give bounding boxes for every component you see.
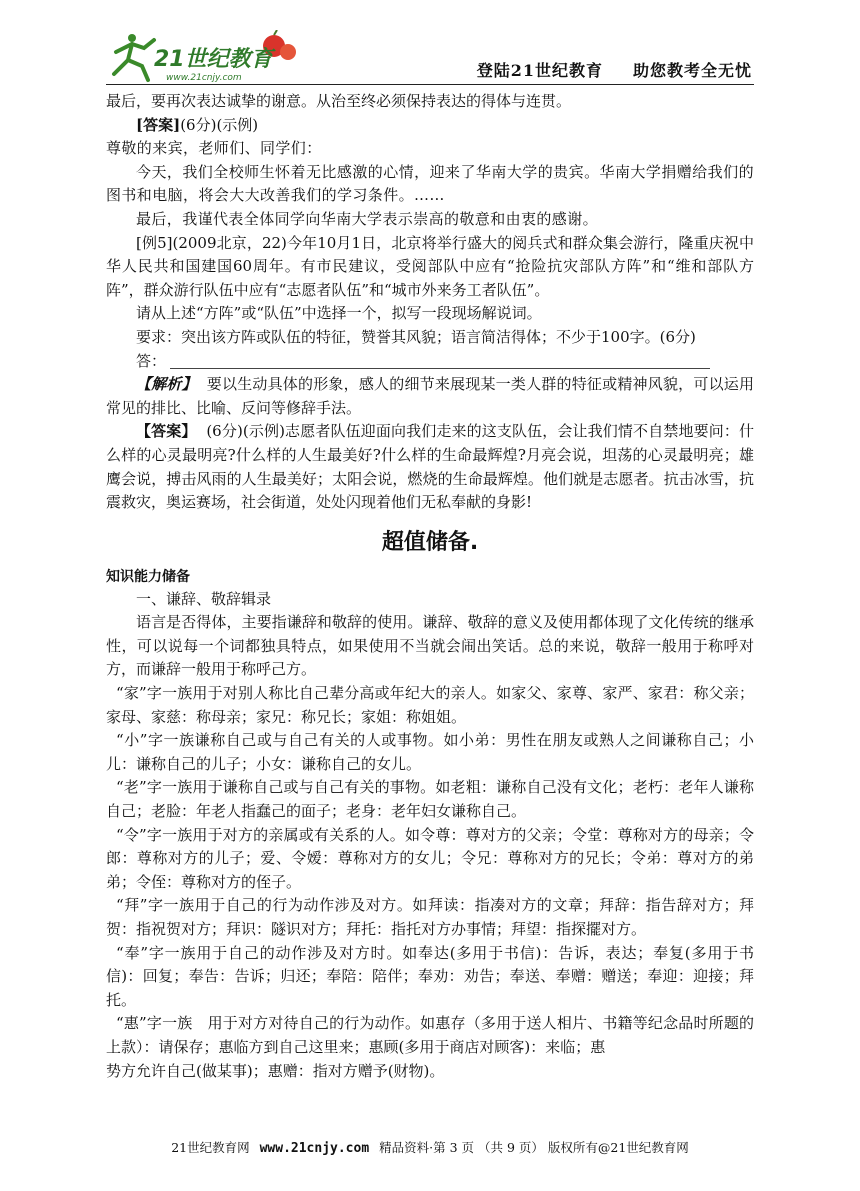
page-header <box>0 0 860 90</box>
site-logo <box>102 30 302 86</box>
paragraph: “惠”字一族 用于对方对待自己的行为动作。如惠存（多用于送人相片、书籍等纪念品时所题的上款）：请保存；惠临方到自己这里来；惠顾(多用于商店对顾客)：来临；惠 <box>106 1014 754 1056</box>
header-divider <box>106 84 754 85</box>
slogan-left: 登陆21世纪教育 <box>476 61 603 80</box>
answer-heading <box>106 114 754 138</box>
page-footer <box>0 1138 860 1156</box>
example-requirement: 要求：突出该方阵或队伍的特征，赞誉其风貌；语言简洁得体；不少于100字。(6分) <box>136 327 696 346</box>
answer-underline <box>170 354 710 369</box>
analysis-tag: 【解析】 <box>136 375 197 394</box>
paragraph: “小”字一族谦称自己或与自己有关的人或事物。如小弟：男性在朋友或熟人之间谦称自己；小儿：谦称自己的儿子；小女：谦称自己的女儿。 <box>106 731 754 773</box>
item-heading: 一、谦辞、敬辞辑录 <box>136 589 272 608</box>
paragraph: “令”字一族用于对方的亲属或有关系的人。如令尊：尊对方的父亲；令堂：尊称对方的母亲；令郎：尊称对方的儿子；爱、令嫒：尊称对方的女儿；令兄：尊称对方的兄长；令弟：尊对方的弟弟；令侄：尊称对方的侄子。 <box>106 825 754 891</box>
answer-meta: (6分)(示例) <box>180 115 259 134</box>
footer-url[interactable]: www.21cnjy.com <box>259 1141 370 1156</box>
example-question: 请从上述“方阵”或“队伍”中选择一个，拟写一段现场解说词。 <box>136 304 542 323</box>
example-5: [例5](2009北京，22)今年10月1日，北京将举行盛大的阅兵式和群众集会游行，隆重庆祝中华人民共和国建国60周年。有市民建议，受阅部队中应有“抢险抗灾部队方阵”和“维和部队方阵”，群众游行队伍中应有“志愿者队伍”和“城市外来务工者队伍”。 <box>106 233 754 299</box>
answer-2 <box>106 420 754 514</box>
answer-label: 答： <box>136 351 167 370</box>
paragraph: 最后，我谨代表全体同学向华南大学表示崇高的敬意和由衷的感谢。 <box>136 209 599 228</box>
answer-blank <box>106 350 754 374</box>
logo-text: 21世纪教育 <box>154 47 273 72</box>
logo-url: www.21cnjy.com <box>166 73 242 83</box>
subsection-title: 知识能力储备 <box>106 568 190 585</box>
paragraph: 尊敬的来宾，老师们、同学们： <box>106 139 322 158</box>
page-content <box>106 90 754 1083</box>
footer-info: 精品资料·第 3 页 （共 9 页） 版权所有@21世纪教育网 <box>379 1140 689 1155</box>
paragraph: “家”字一族用于对别人称比自己辈分高或年纪大的亲人。如家父、家尊、家严、家君：称父亲；家母、家慈：称母亲；家兄：称兄长；家姐：称姐姐。 <box>106 684 754 726</box>
paragraph: “拜”字一族用于自己的行为动作涉及对方。如拜读：指凑对方的文章；拜辞：指告辞对方；拜贺：指祝贺对方；拜识：隧识对方；拜托：指托对方办事情；拜望：指探擺对方。 <box>106 896 754 938</box>
paragraph: “老”字一族用于谦称自己或与自己有关的事物。如老粗：谦称自己没有文化；老朽：老年人谦称自己；老脸：年老人指蠢己的面子；老身：老年妇女谦称自己。 <box>106 778 754 821</box>
paragraph: 语言是否得体，主要指谦辞和敬辞的使用。谦辞、敬辞的意义及使用都体现了文化传统的继承性，可以说每一个词都独具特点，如果使用不当就会闹出笑话。总的来说，敬辞一般用于称呼对方，而谦辞一般用于称呼己方。 <box>106 613 754 679</box>
answer2-tag: 【答案】 <box>136 422 197 441</box>
slogan-right: 助您教考全无忧 <box>632 61 752 80</box>
paragraph: 今天，我们全校师生怀着无比感激的心情，迎来了华南大学的贵宾。华南大学捐赠给我们的图书和电脑，将会大大改善我们的学习条件。…… <box>106 162 754 205</box>
section-title: 超值储备. <box>381 529 479 555</box>
analysis <box>106 373 754 420</box>
paragraph: 势方允许自己(做某事)；惠赠：指对方赠予(财物)。 <box>106 1061 445 1080</box>
paragraph: “奉”字一族用于自己的动作涉及对方时。如奉达(多用于书信)：告诉，表达；奉复(多用于书信)：回复；奉告：告诉；归还；奉陪：陪伴；奉劝：劝告；奉送、奉赠：赠送；奉迎：迎接；拜托。 <box>106 943 754 1009</box>
paragraph: 最后，要再次表达诚挚的谢意。从治至终必须保持表达的得体与连贯。 <box>106 92 572 110</box>
answer2-text: (6分)(示例)志愿者队伍迎面向我们走来的这支队伍，会让我们情不自禁地要问：什么样的心灵最明亮?什么样的人生最美好?什么样的生命最辉煌?月亮会说，坦荡的心灵最明亮；雄鹰会说，搏击风雨的人生最美好；太阳会说，燃烧的生命最辉煌。他们就是志愿者。抗击冰雪，抗震救灾，奥运赛场，社会街道，处处闪现着他们无私奉献的身影! <box>106 422 754 512</box>
header-slogan <box>477 58 752 81</box>
answer-tag: [答案] <box>136 115 181 134</box>
analysis-text: 要以生动具体的形象，感人的细节来展现某一类人群的特征或精神风貌，可以运用常见的排比、比喻、反问等修辞手法。 <box>106 375 754 417</box>
footer-site: 21世纪教育网 <box>171 1140 250 1155</box>
